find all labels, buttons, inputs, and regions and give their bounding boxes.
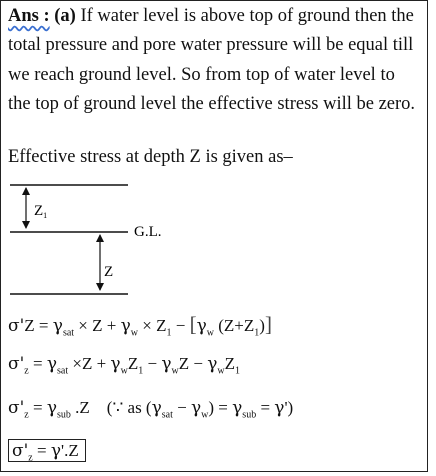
gl-label: G.L. xyxy=(134,224,162,240)
answer-paragraph xyxy=(8,2,422,119)
z1-label: $Z_1$ xyxy=(34,203,48,220)
equation-4-boxed: $\sigma'_z = \gamma'.Z$ xyxy=(8,441,86,463)
z-label: Z xyxy=(104,264,114,280)
equation-2: $\sigma'_z = \gamma_{sat} \times Z + \gamma_wZ_1 - \gamma_wZ - \gamma_wZ_1$ xyxy=(8,354,240,377)
answer-label: Ans : xyxy=(8,6,50,26)
answer-text: If water level is above top of ground then the total pressure and pore water pressure will be equal till we reach ground level. So from top of water level to the top of ground level the effective stress will be zero. xyxy=(8,6,416,114)
equation-3: $\sigma'_z = \gamma_{sub}$ .Z (∵ as $(\gamma_{sat} - \gamma_w) = \gamma_{sub} = \gamma'$) xyxy=(8,398,294,421)
ground-profile-diagram xyxy=(0,178,200,303)
equation-1: $\sigma'Z = \gamma_{sat} \times Z + \gamma_w \times Z_1 - [\gamma_w$ $(Z+Z_1)$] xyxy=(8,312,272,339)
effective-stress-heading: Effective stress at depth Z is given as– xyxy=(8,147,293,167)
answer-part: (a) xyxy=(54,6,76,26)
